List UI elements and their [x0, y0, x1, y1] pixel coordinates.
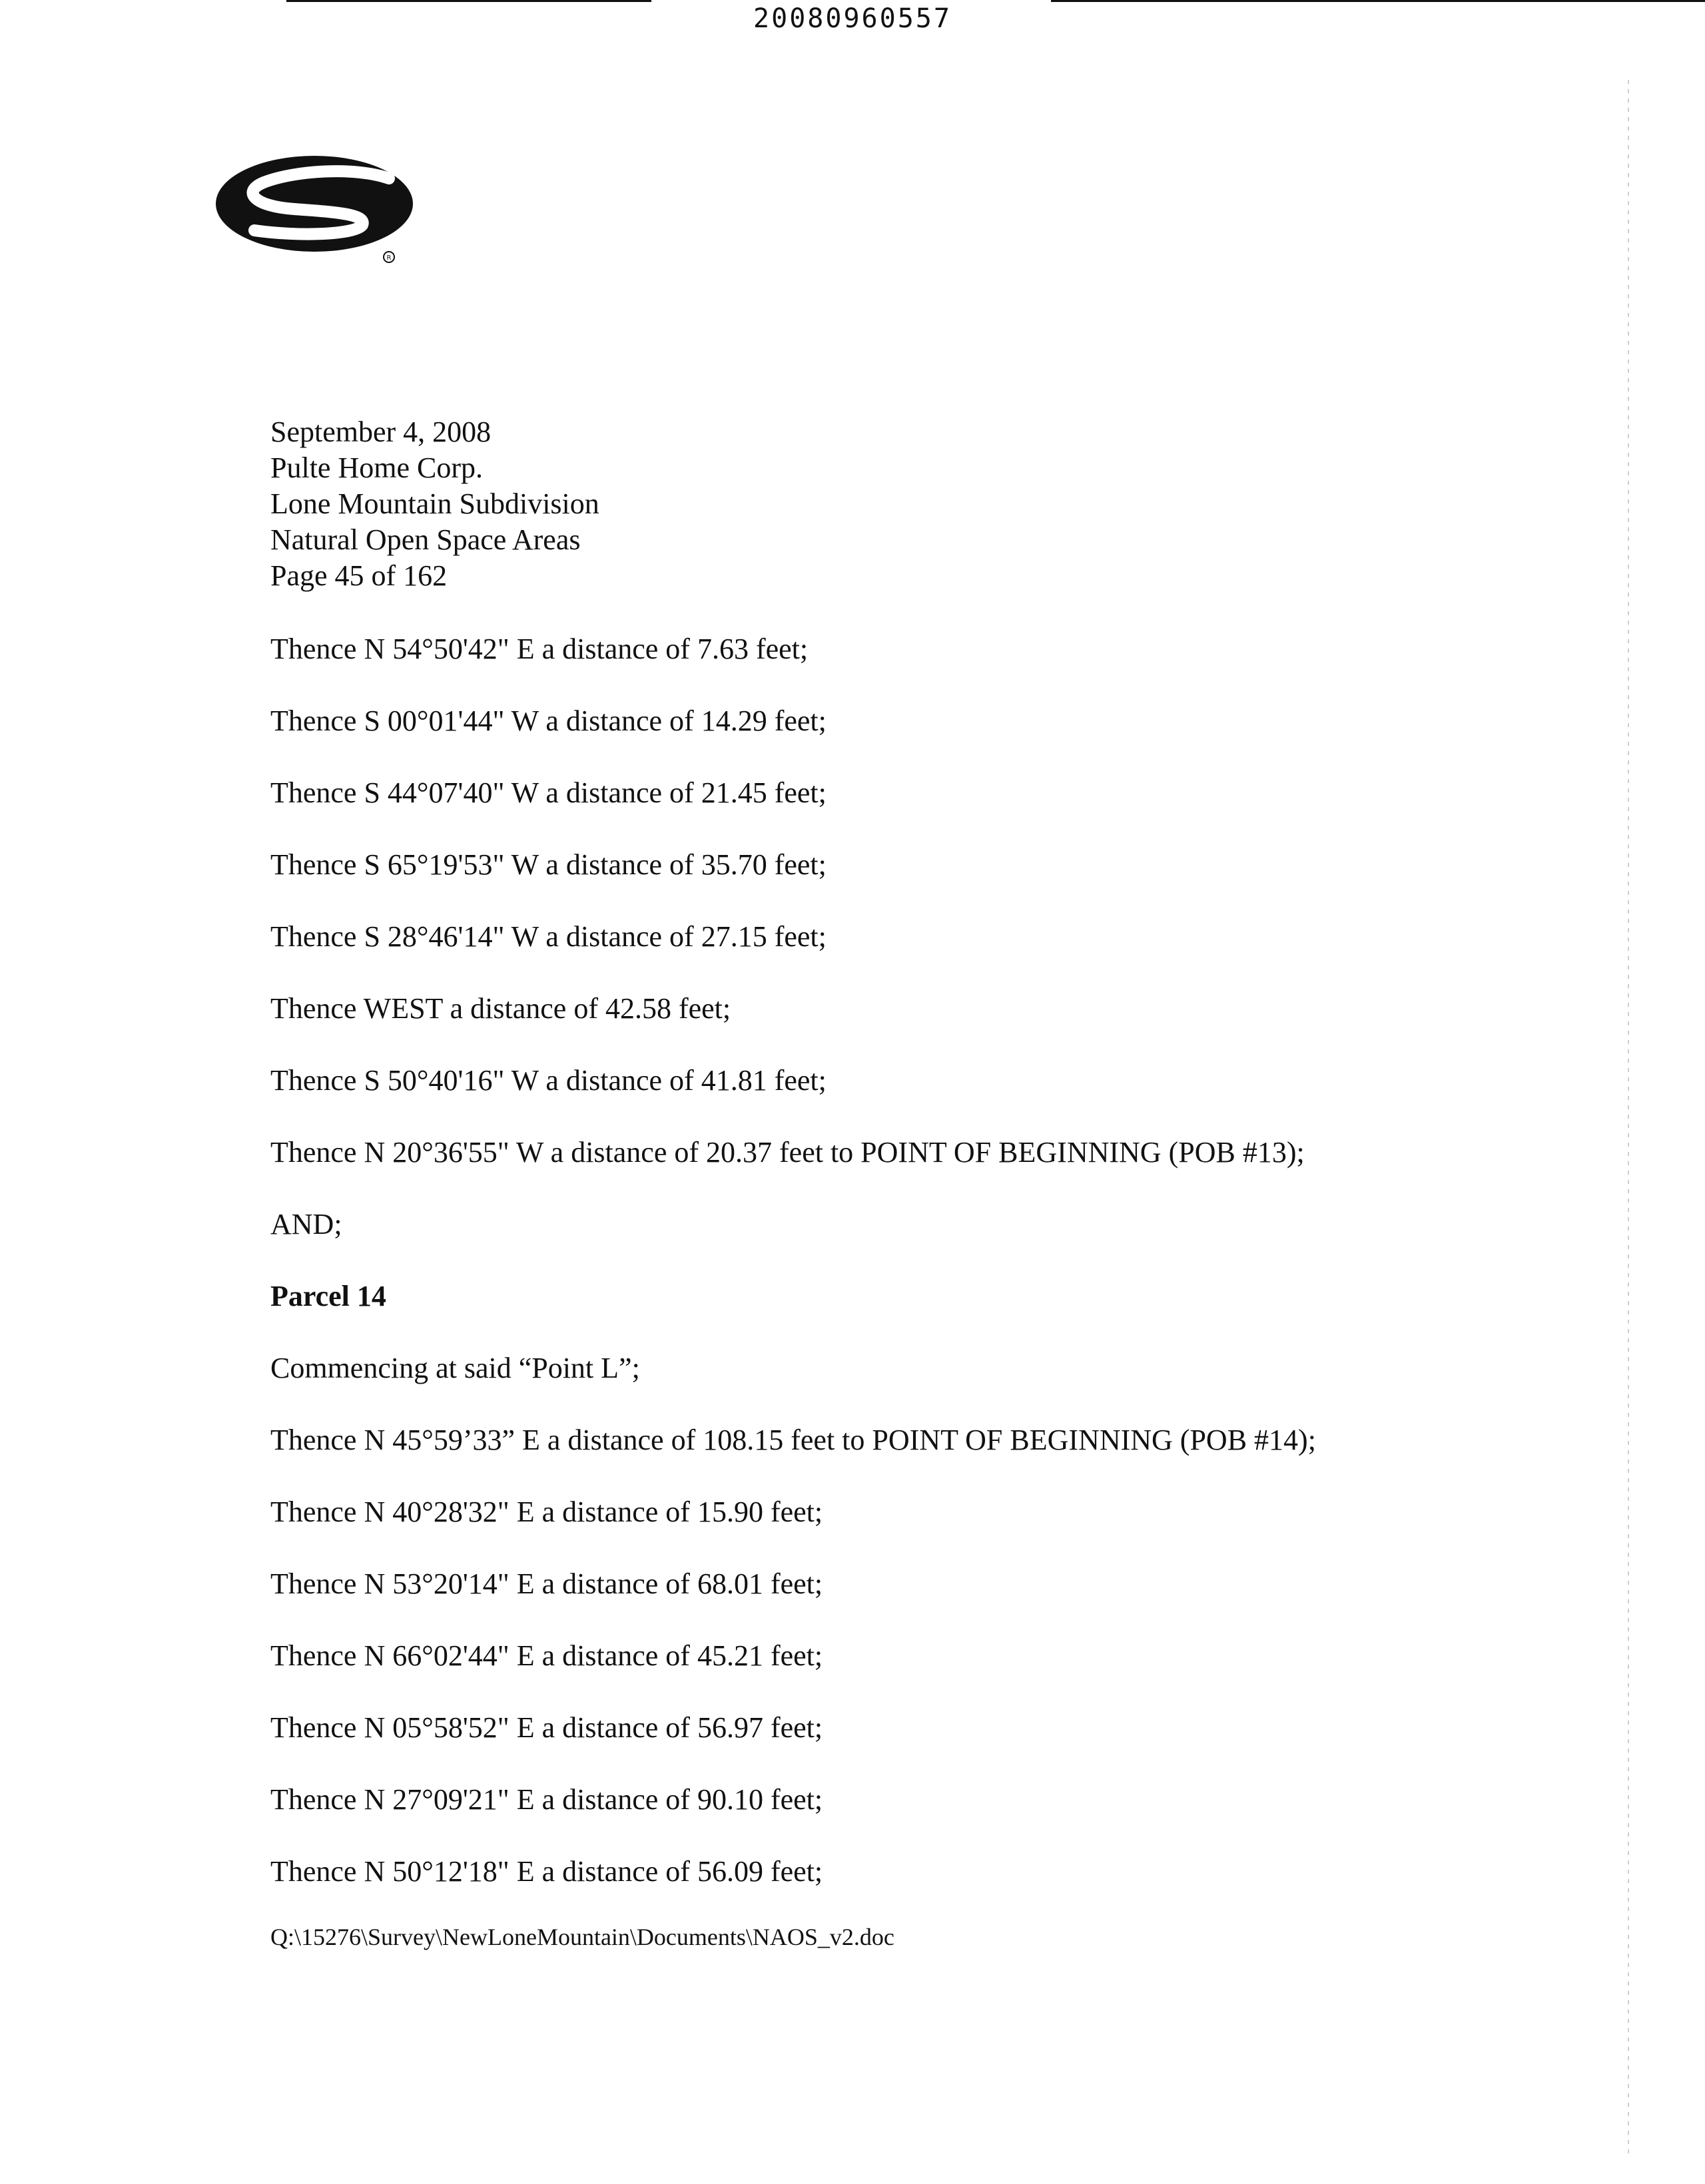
- document-number: 20080960557: [753, 3, 952, 34]
- footer-file-path: Q:\15276\Survey\NewLoneMountain\Documents\NAOS_v2.doc: [270, 1924, 894, 1950]
- course-line: Thence N 27°09'21" E a distance of 90.10 feet;: [270, 1783, 823, 1816]
- course-line: Thence N 53°20'14" E a distance of 68.01 feet;: [270, 1567, 823, 1600]
- company-logo: [214, 152, 414, 265]
- course-line: Thence WEST a distance of 42.58 feet;: [270, 992, 731, 1025]
- course-line: Thence N 40°28'32" E a distance of 15.90 feet;: [270, 1496, 823, 1528]
- header-subdivision: Lone Mountain Subdivision: [270, 487, 599, 520]
- header-client: Pulte Home Corp.: [270, 451, 483, 484]
- course-line: Thence S 00°01'44" W a distance of 14.29 feet;: [270, 704, 827, 737]
- course-line: Thence S 44°07'40" W a distance of 21.45 feet;: [270, 776, 827, 809]
- top-rule-left: [286, 0, 651, 2]
- course-line: Thence S 28°46'14" W a distance of 27.15 feet;: [270, 920, 827, 953]
- course-line: Thence N 05°58'52" E a distance of 56.97 feet;: [270, 1711, 823, 1744]
- top-rule-right: [1051, 0, 1705, 2]
- scan-edge-artifact: [1628, 80, 1629, 2157]
- course-line-pob-13: Thence N 20°36'55" W a distance of 20.37 feet to POINT OF BEGINNING (POB #13);: [270, 1136, 1305, 1169]
- parcel-heading: Parcel 14: [270, 1280, 386, 1312]
- commencing-line: Commencing at said “Point L”;: [270, 1352, 640, 1384]
- course-line: Thence N 54°50'42" E a distance of 7.63 feet;: [270, 633, 809, 665]
- course-line: Thence N 66°02'44" E a distance of 45.21 feet;: [270, 1639, 823, 1672]
- svg-text:R: R: [386, 254, 392, 262]
- course-line-pob-14: Thence N 45°59’33” E a distance of 108.15 feet to POINT OF BEGINNING (POB #14);: [270, 1424, 1316, 1456]
- course-line: Thence N 50°12'18" E a distance of 56.09 feet;: [270, 1855, 823, 1888]
- and-line: AND;: [270, 1208, 342, 1240]
- header-date: September 4, 2008: [270, 415, 492, 448]
- letter-header: [270, 414, 599, 594]
- course-line: Thence S 65°19'53" W a distance of 35.70 feet;: [270, 848, 827, 881]
- course-line: Thence S 50°40'16" W a distance of 41.81 feet;: [270, 1064, 827, 1097]
- header-subject: Natural Open Space Areas: [270, 523, 581, 556]
- header-page: Page 45 of 162: [270, 559, 448, 592]
